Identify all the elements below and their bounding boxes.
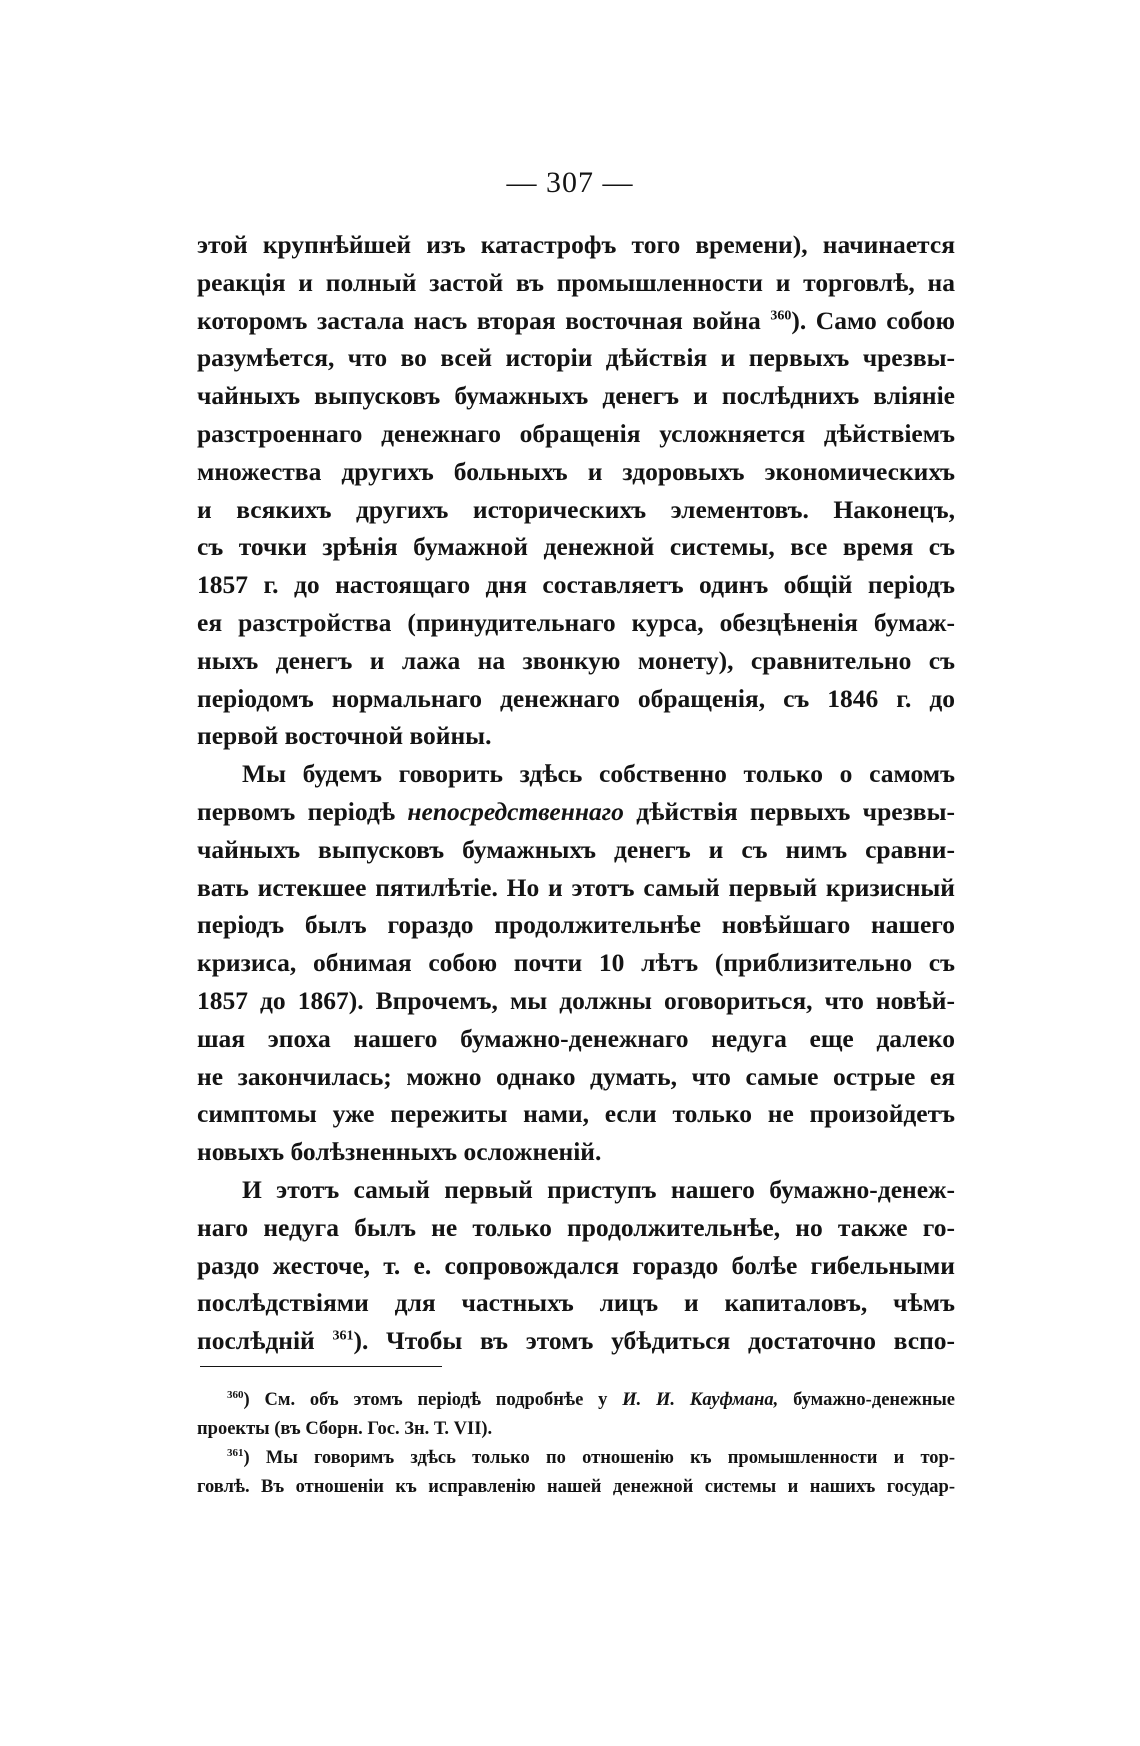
- main-text: [197, 226, 955, 1360]
- text-line: Мы будемъ говорить здѣсь собственно только о самомъ: [242, 759, 955, 789]
- footnote-line: проекты (въ Сборн. Гос. Зн. Т. VII).: [197, 1419, 493, 1439]
- text-line: разумѣется, что во всей исторіи дѣйствія и первыхъ чрезвы-: [197, 343, 955, 373]
- text-line: множества другихъ больныхъ и здоровыхъ экономическихъ: [197, 456, 955, 486]
- text-line: [197, 793, 955, 831]
- text-fragment: послѣдній: [197, 1326, 315, 1356]
- text-line: не закончилась; можно однако думать, что самые острые ея: [197, 1061, 955, 1091]
- text-line: [197, 302, 955, 340]
- text-line: И этотъ самый первый приступъ нашего бумажно-денеж-: [242, 1174, 955, 1204]
- text-line: періодомъ нормальнаго денежнаго обращенія, съ 1846 г. до: [197, 683, 955, 713]
- text-line: реакція и полный застой въ промышленности и торговлѣ, на: [197, 267, 955, 297]
- text-line: періодъ былъ гораздо продолжительнѣе новѣйшаго нашего: [197, 910, 955, 940]
- footnote-line: [197, 1444, 955, 1473]
- footnote-line: говлѣ. Въ отношеніи къ исправленію нашей денежной системы и нашихъ государ-: [197, 1477, 955, 1497]
- text-line: шая эпоха нашего бумажно-денежнаго недуга еще далеко: [197, 1023, 955, 1053]
- text-line: наго недуга былъ не только продолжительнѣе, но также го-: [197, 1212, 955, 1242]
- text-line: послѣдствіями для частныхъ лицъ и капиталовъ, чѣмъ: [197, 1288, 955, 1318]
- text-line: чайныхъ выпусковъ бумажныхъ денегъ и съ нимъ сравни-: [197, 834, 955, 864]
- text-line: раздо жесточе, т. е. сопровождался гораздо болѣе гибельными: [197, 1250, 955, 1280]
- text-line: симптомы уже пережиты нами, если только не произойдетъ: [197, 1099, 955, 1129]
- text-line: съ точки зрѣнія бумажной денежной системы, все время съ: [197, 532, 955, 562]
- text-line: 1857 г. до настоящаго дня составляетъ одинъ общій періодъ: [197, 570, 955, 600]
- text-line: новыхъ болѣзненныхъ осложненій.: [197, 1137, 602, 1167]
- footnote-ref-360: 360: [770, 308, 792, 324]
- text-fragment: бумажно-денежные: [793, 1390, 956, 1410]
- italic-emphasis: непосредственнаго: [407, 796, 624, 826]
- text-line: [197, 1322, 955, 1360]
- text-line: 1857 до 1867). Впрочемъ, мы должны оговориться, что новѣй-: [197, 985, 955, 1015]
- text-fragment: ). Чтобы въ этомъ убѣдиться достаточно вспо-: [353, 1326, 955, 1356]
- text-fragment: дѣйствія первыхъ чрезвы-: [636, 796, 955, 826]
- text-line: этой крупнѣйшей изъ катастрофъ того времени), начинается: [197, 230, 955, 259]
- text-fragment: которомъ застала насъ вторая восточная война: [197, 305, 761, 335]
- text-fragment: первомъ періодѣ: [197, 796, 396, 826]
- text-line: ея разстройства (принудительнаго курса, обезцѣненія бумаж-: [197, 607, 955, 637]
- footnote-ref-361: 361: [332, 1328, 354, 1344]
- footnote-line: [197, 1386, 955, 1415]
- text-line: первой восточной войны.: [197, 721, 492, 751]
- italic-emphasis: И. И. Кауфмана,: [622, 1390, 779, 1410]
- footnote-number: 360: [227, 1388, 244, 1401]
- text-line: вать истекшее пятилѣтіе. Но и этотъ самый первый кризисный: [197, 872, 955, 902]
- text-line: и всякихъ другихъ историческихъ элементовъ. Наконецъ,: [197, 494, 955, 524]
- text-line: кризиса, обнимая собою почти 10 лѣтъ (приблизительно съ: [197, 948, 955, 978]
- page-number: — 307 —: [506, 166, 634, 199]
- text-fragment: ) См. объ этомъ періодѣ подробнѣе у: [243, 1390, 608, 1410]
- footnote-divider: [200, 1366, 442, 1367]
- text-line: чайныхъ выпусковъ бумажныхъ денегъ и послѣднихъ вліяніе: [197, 381, 955, 411]
- text-line: ныхъ денегъ и лажа на звонкую монету), сравнительно съ: [197, 645, 955, 675]
- footnotes: [197, 1386, 955, 1502]
- text-fragment: ). Само собою: [791, 305, 955, 335]
- footnote-number: 361: [227, 1446, 244, 1459]
- text-line: разстроеннаго денежнаго обращенія усложняется дѣйствіемъ: [197, 418, 955, 448]
- text-fragment: ) Мы говоримъ здѣсь только по отношенію къ промышленности и тор-: [243, 1448, 955, 1468]
